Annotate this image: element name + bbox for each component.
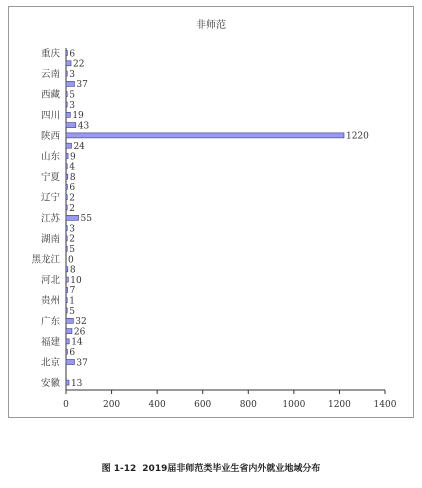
caption-text: 2019届非师范类毕业生省内外就业地域分布 [142, 464, 321, 474]
category-label: 湖南 [40, 233, 60, 245]
x-tick-label: 200 [102, 400, 121, 410]
data-label: 22 [73, 59, 85, 70]
x-tick-label: 600 [194, 400, 212, 410]
bar [66, 215, 79, 220]
data-label: 4 [69, 162, 75, 173]
x-tick-label: 800 [239, 400, 257, 410]
data-label: 1220 [345, 131, 369, 142]
plot-area [31, 48, 396, 411]
data-label: 1 [69, 296, 75, 307]
category-label: 江苏 [40, 213, 60, 225]
data-label: 14 [71, 337, 83, 348]
data-label: 26 [73, 327, 86, 338]
data-label: 10 [70, 275, 82, 286]
category-label: 四川 [40, 110, 60, 122]
figure-caption [0, 461, 422, 474]
data-label: 6 [69, 183, 76, 194]
data-label: 37 [76, 80, 88, 91]
category-label: 宁夏 [40, 172, 60, 184]
bar [66, 287, 68, 292]
bar [66, 81, 74, 86]
x-tick-label: 400 [148, 400, 166, 410]
bar [66, 329, 72, 334]
bar [66, 380, 69, 385]
data-label: 19 [72, 111, 84, 122]
bar [66, 61, 71, 66]
category-label: 黑龙江 [31, 254, 60, 266]
x-tick-label: 1400 [373, 400, 397, 410]
data-label: 13 [70, 378, 83, 389]
data-label: 2 [69, 234, 75, 245]
data-label: 7 [69, 286, 76, 297]
data-label: 37 [76, 358, 88, 369]
data-label: 24 [73, 142, 85, 152]
bar [66, 51, 67, 56]
chart-title: 非师范 [196, 20, 226, 31]
bar [66, 298, 67, 303]
data-label: 2 [69, 203, 75, 214]
bar [66, 349, 67, 354]
bar [66, 71, 67, 76]
data-label: 32 [75, 317, 87, 328]
x-tick-label: 1200 [327, 400, 351, 410]
data-label: 0 [68, 255, 74, 266]
category-label: 云南 [40, 69, 60, 81]
data-label: 5 [69, 306, 75, 317]
data-label: 3 [69, 100, 75, 111]
bar [66, 339, 69, 344]
x-tick-label: 1000 [282, 400, 306, 410]
bar [66, 246, 67, 251]
bar [66, 195, 67, 200]
data-label: 5 [69, 245, 75, 255]
bar [66, 318, 73, 323]
bar [66, 360, 74, 365]
category-label: 陕西 [40, 130, 60, 142]
bar [66, 205, 67, 210]
data-label: 8 [69, 172, 76, 183]
category-label: 重庆 [40, 48, 60, 60]
bar [66, 154, 68, 159]
bar [66, 92, 67, 97]
data-label: 55 [80, 214, 92, 225]
category-label: 西藏 [40, 89, 60, 101]
data-label: 3 [69, 224, 75, 235]
bar [66, 277, 68, 282]
bar [66, 164, 67, 169]
bar [66, 184, 67, 189]
x-tick-label: 0 [63, 400, 69, 410]
bar [66, 143, 71, 148]
category-label: 辽宁 [40, 192, 60, 204]
category-label: 北京 [40, 357, 60, 369]
bar [66, 308, 67, 313]
data-label: 9 [70, 152, 76, 163]
data-label: 6 [69, 49, 76, 60]
data-label: 2 [69, 193, 75, 204]
bar [66, 226, 67, 231]
category-label: 贵州 [40, 295, 60, 307]
data-label: 43 [77, 121, 90, 132]
bar [66, 174, 68, 179]
figure-number: 图 1-12 [101, 464, 137, 474]
data-label: 5 [69, 90, 75, 101]
bar [66, 123, 76, 128]
category-label: 福建 [40, 336, 60, 348]
category-label: 山东 [40, 151, 60, 163]
data-label: 8 [69, 265, 76, 276]
data-label: 3 [69, 69, 75, 80]
bar [66, 236, 67, 241]
bar [66, 267, 68, 272]
category-label: 广东 [40, 316, 60, 328]
data-label: 6 [69, 348, 76, 358]
bar [66, 133, 344, 138]
category-label: 河北 [40, 275, 60, 287]
bar [66, 112, 70, 117]
bar [66, 102, 67, 107]
category-label: 安徽 [40, 378, 60, 390]
